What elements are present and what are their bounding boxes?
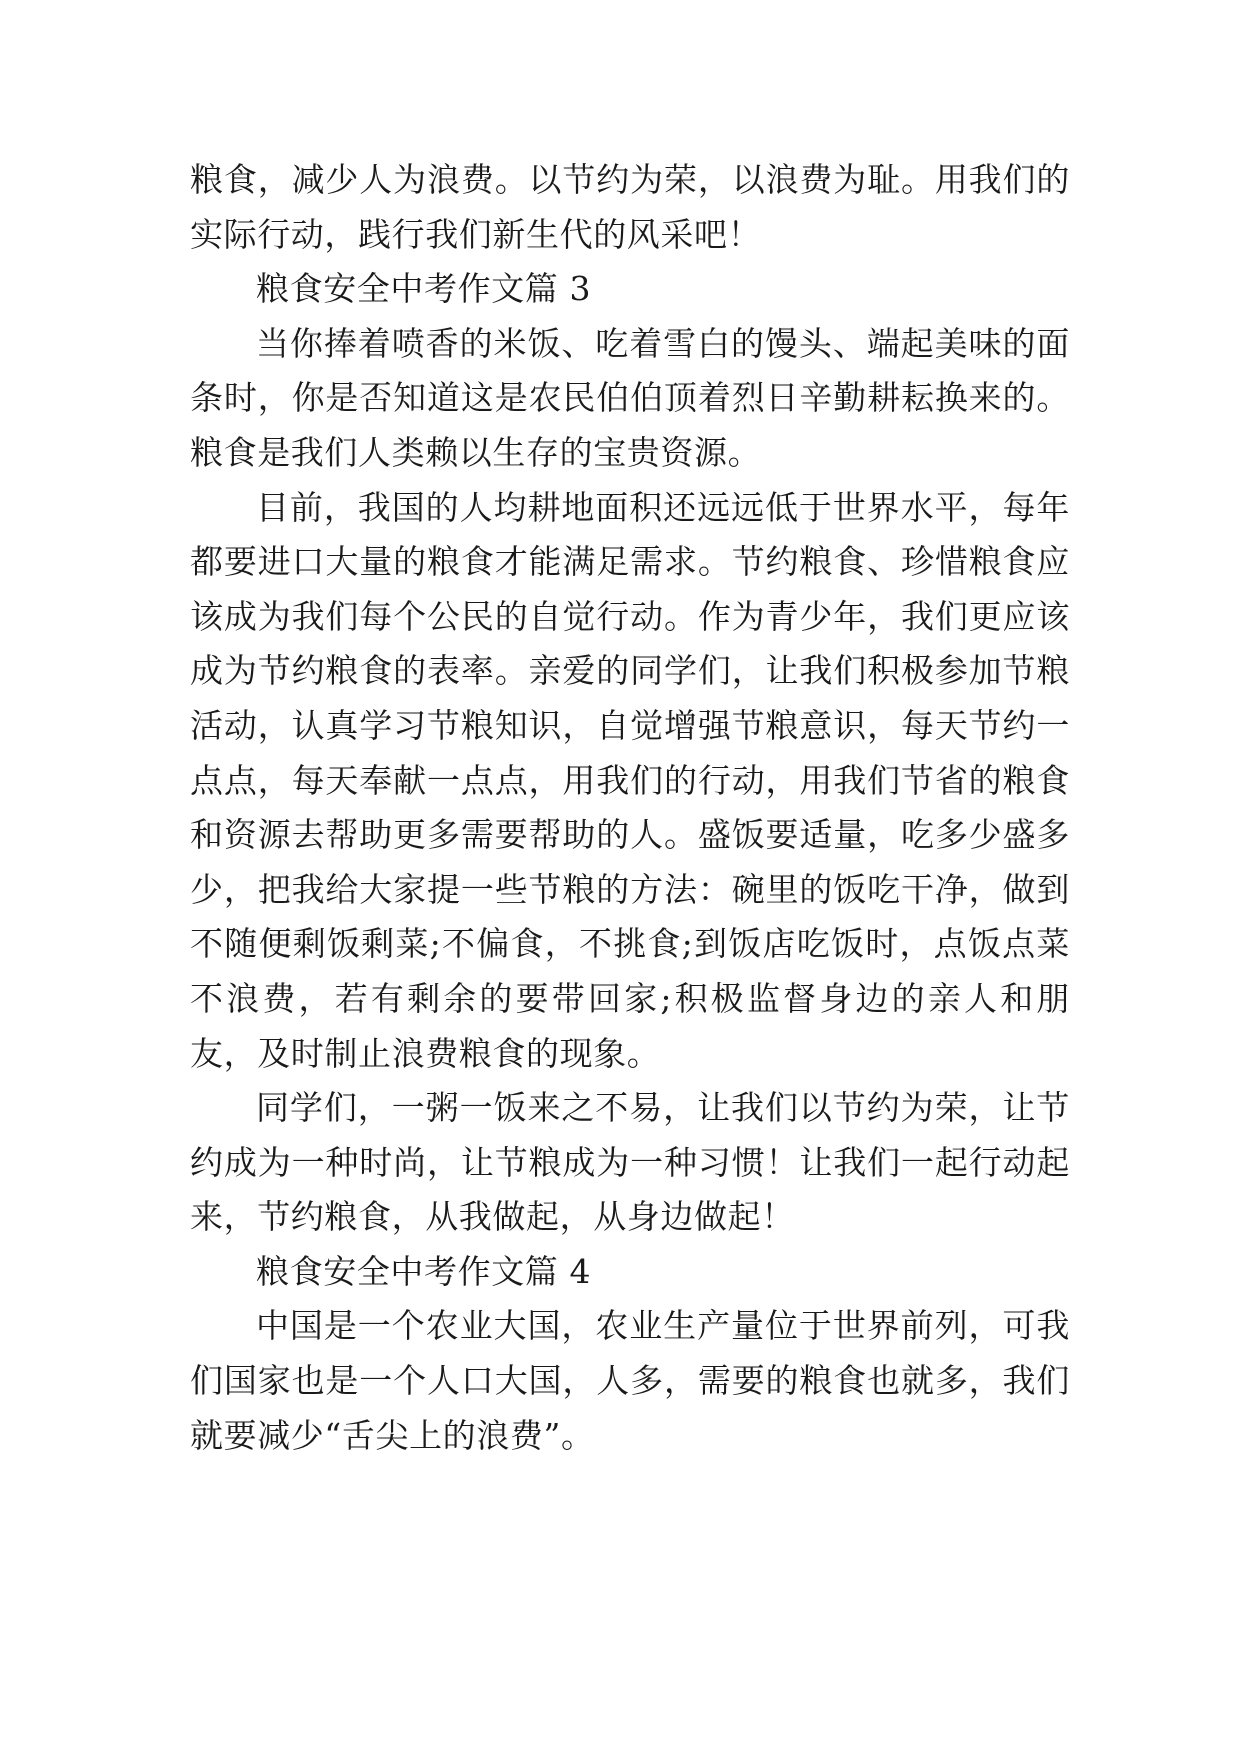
paragraph: 当你捧着喷香的米饭、吃着雪白的馒头、端起美味的面条时，你是否知道这是农民伯伯顶着烈日辛勤耕耘换来的。粮食是我们人类赖以生存的宝贵资源。 [190,323,1070,472]
paragraph: 目前，我国的人均耕地面积还远远低于世界水平，每年都要进口大量的粮食才能满足需求。节约粮食、珍惜粮食应该成为我们每个公民的自觉行动。作为青少年，我们更应该成为节约粮食的表率。亲爱的同学们，让我们积极参加节粮活动，认真学习节粮知识，自觉增强节粮意识，每天节约一点点，每天奉献一点点，用我们的行动，用我们节省的粮食和资源去帮助更多需要帮助的人。盛饭要适量，吃多少盛多少，把我给大家提一些节粮的方法：碗里的饭吃干净，做到不随便剩饭剩菜;不偏食，不挑食;到饭店吃饭时，点饭点菜不浪费，若有剩余的要带回家;积极监督身边的亲人和朋友，及时制止浪费粮食的现象。 [190,487,1070,1073]
paragraph-continuation: 粮食，减少人为浪费。以节约为荣，以浪费为耻。用我们的实际行动，践行我们新生代的风采吧！ [190,160,1070,254]
section-heading-3: 粮食安全中考作文篇 3 [256,269,592,309]
paragraph: 中国是一个农业大国，农业生产量位于世界前列，可我们国家也是一个人口大国，人多，需要的粮食也就多，我们就要减少“舌尖上的浪费”。 [190,1306,1070,1455]
document-page [190,153,1070,1463]
paragraph: 同学们，一粥一饭来之不易，让我们以节约为荣，让节约成为一种时尚，让节粮成为一种习惯！让我们一起行动起来，节约粮食，从我做起，从身边做起！ [190,1088,1070,1237]
section-heading-4: 粮食安全中考作文篇 4 [256,1251,592,1291]
